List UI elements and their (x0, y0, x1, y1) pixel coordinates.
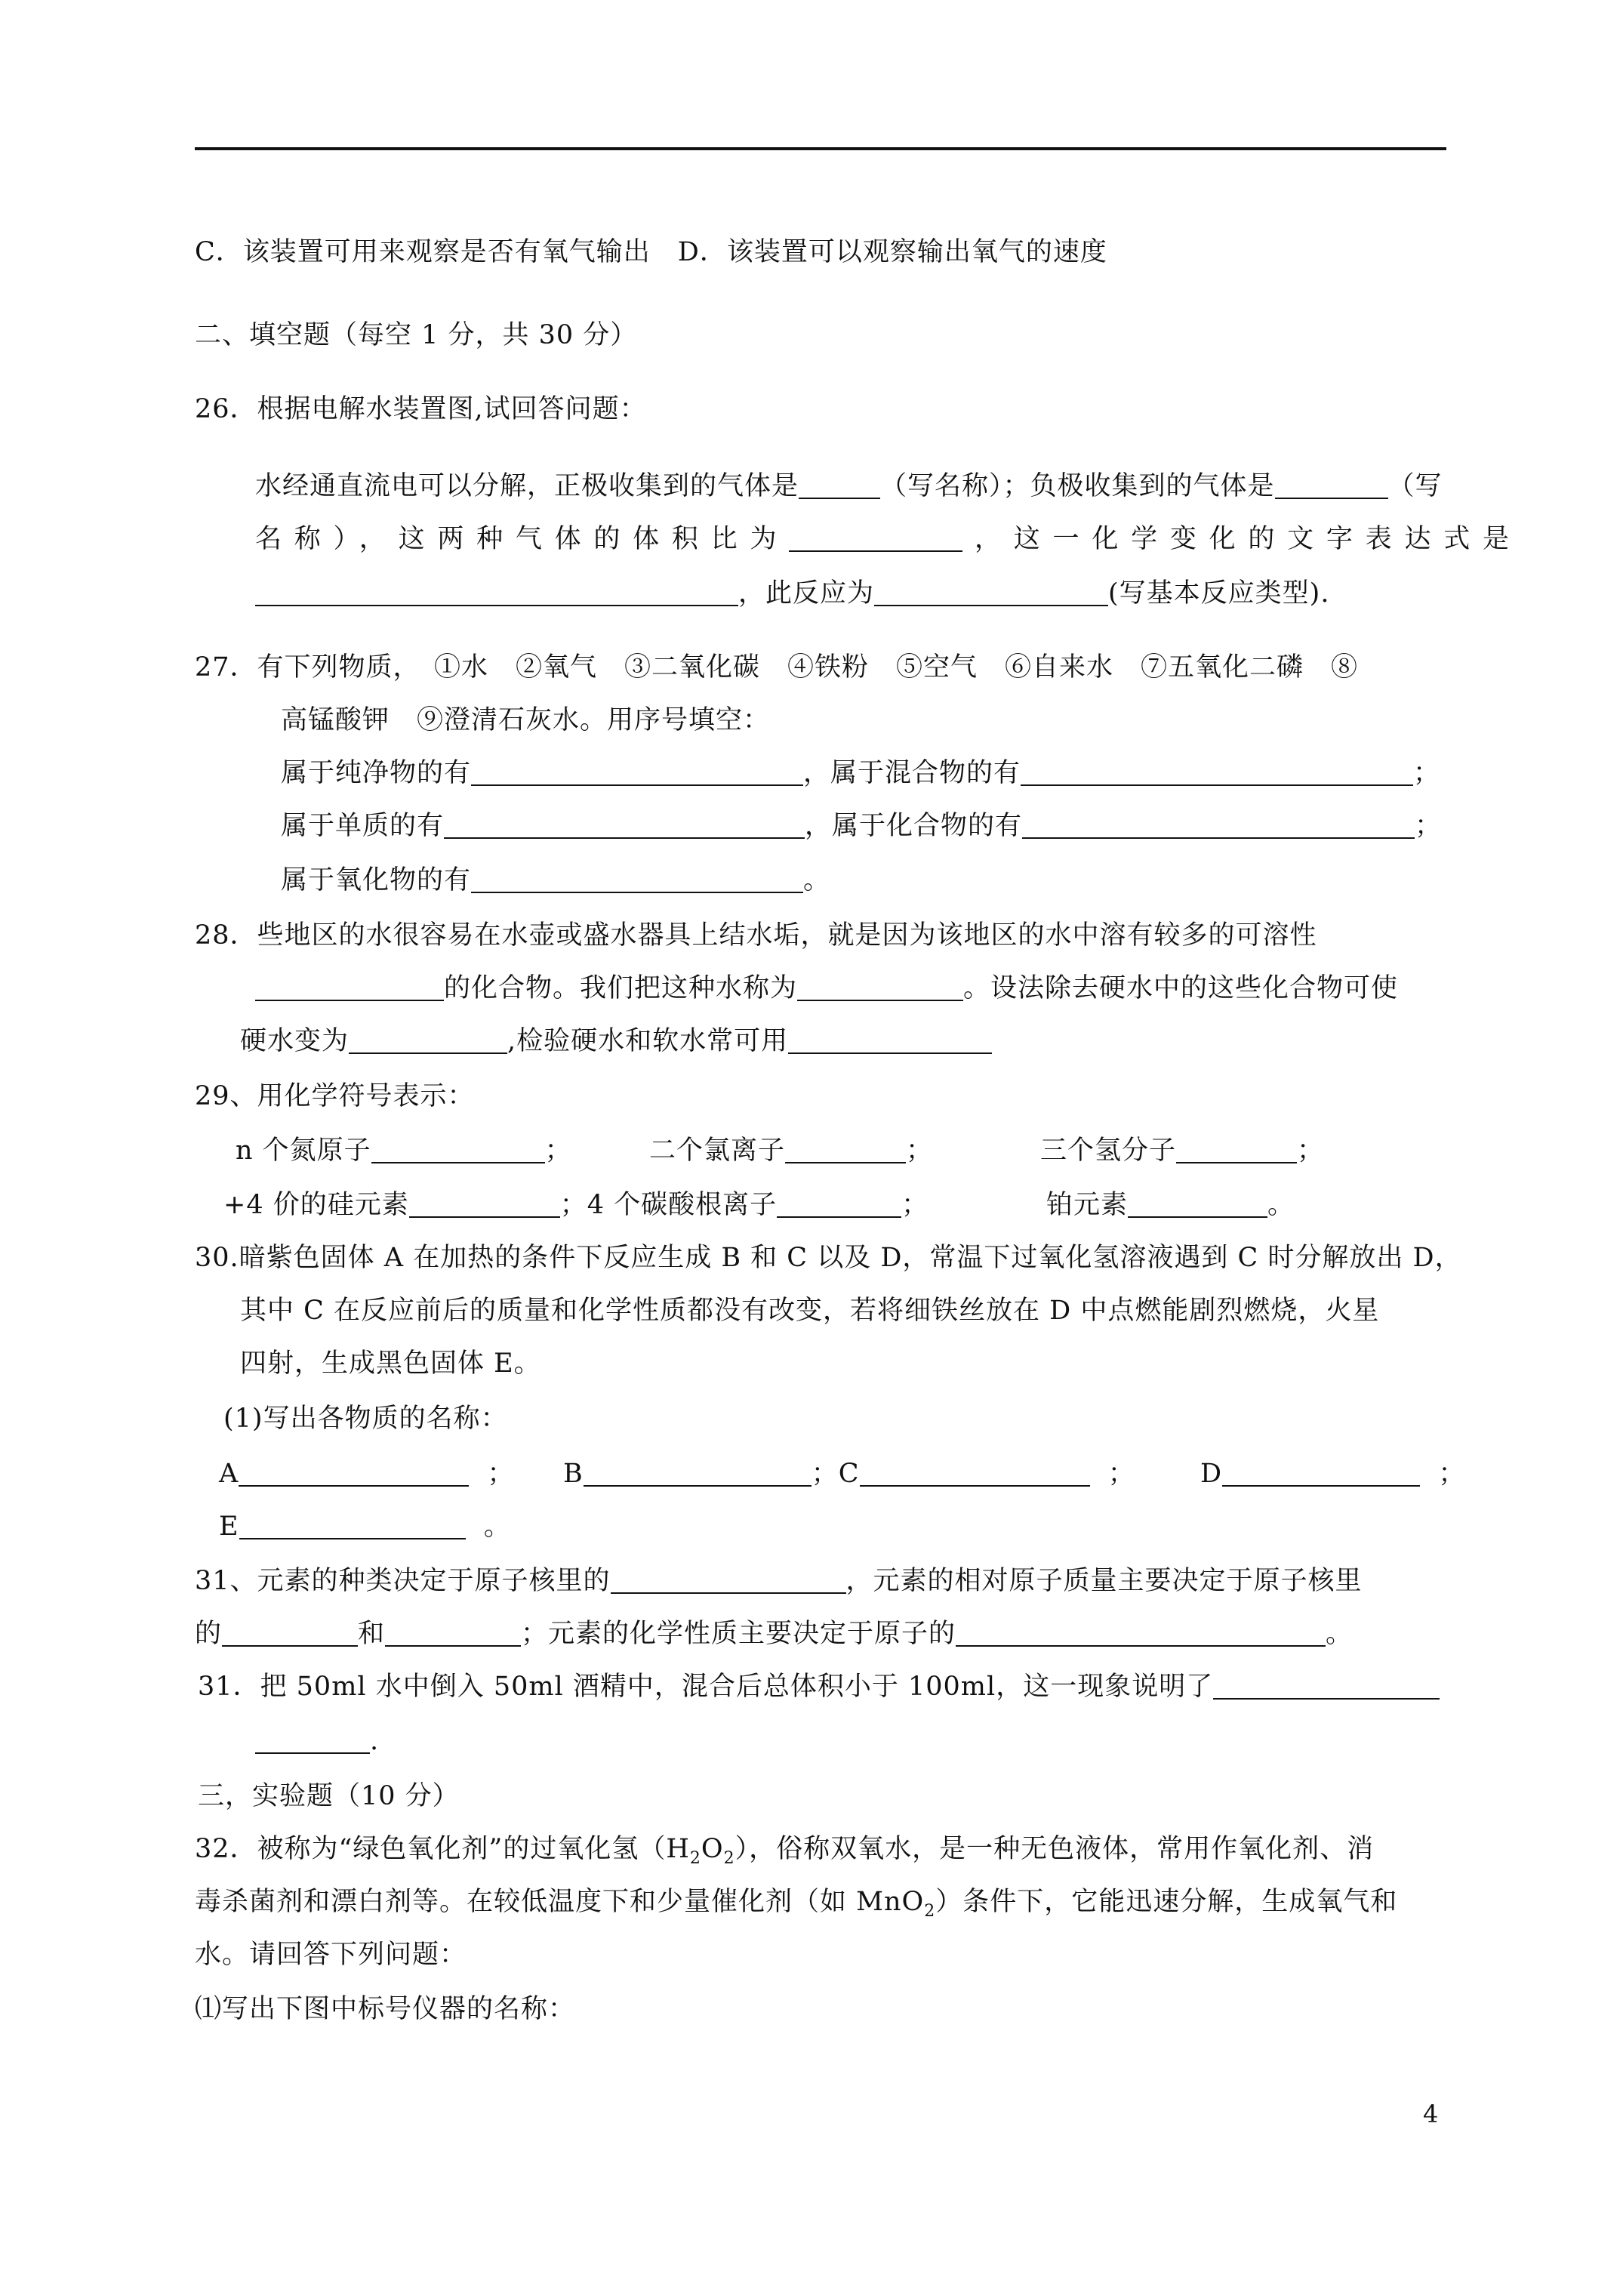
question-31: 31、元素的种类决定于原子核里的 ，元素的相对原子质量主要决定于原子核里 (195, 1566, 1363, 1596)
question-29: 29、用化学符号表示： (195, 1081, 475, 1111)
q32-line-4: ⑴写出下图中标号仪器的名称： (195, 1994, 576, 2024)
answer-blank[interactable] (409, 1189, 560, 1218)
q30-answer-a: A ； (219, 1459, 515, 1489)
q32-line-3: 水。请回答下列问题： (195, 1940, 467, 1970)
answer-blank[interactable] (1128, 1189, 1267, 1218)
question-32: 32．被称为“绿色氧化剂”的过氧化氢$(H_2O_2)$，俗称双氧水，是一种无色液体，常用作氧化剂、消 (195, 1834, 1375, 1868)
answer-blank[interactable] (1213, 1671, 1440, 1700)
answer-blank[interactable] (1275, 470, 1388, 499)
answer-blank[interactable] (471, 757, 803, 786)
answer-blank[interactable] (860, 1458, 1090, 1487)
q27-line-3: 属于纯净物的有 ，属于混合物的有 ； (281, 758, 1441, 788)
answer-blank[interactable] (255, 972, 444, 1001)
answer-blank[interactable] (785, 1135, 906, 1163)
q30-answer-e: E 。 (219, 1512, 511, 1542)
q26-line-3: ，此反应为 (写基本反应类型). (255, 575, 1329, 612)
section-3-heading: 三，实验题（10 分） (198, 1781, 460, 1811)
answer-blank[interactable] (799, 470, 880, 499)
q27-line-4: 属于单质的有 ，属于化合物的有 ； (281, 811, 1443, 841)
question-28: 28．些地区的水很容易在水壶或盛水器具上结水垢，就是因为该地区的水中溶有较多的可溶性 (195, 920, 1317, 951)
answer-blank[interactable] (255, 1725, 370, 1754)
answer-blank[interactable] (1021, 757, 1413, 786)
answer-blank[interactable] (788, 1025, 992, 1054)
q30-line-4: (1)写出各物质的名称： (223, 1404, 508, 1434)
q28-line-2: 的化合物。我们把这种水称为 。设法除去硬水中的这些化合物可使 (255, 970, 1398, 1006)
answer-blank[interactable] (349, 1025, 507, 1054)
q26-line-2: 名称），这两种气体的体积比为 ，这一化学变化的文字表达式是 (255, 524, 1510, 554)
q31b-line-2: . (255, 1723, 379, 1759)
header-rule (195, 147, 1446, 150)
answer-blank[interactable] (1176, 1135, 1297, 1163)
answer-blank[interactable] (444, 810, 805, 839)
q29-line-2c: 三个氢分子 ； (1040, 1136, 1325, 1166)
question-30: 30.暗紫色固体 A 在加热的条件下反应生成 B 和 C 以及 D，常温下过氧化氢溶液遇到 C 时分解放出 D， (195, 1243, 1462, 1273)
q30-line-2: 其中 C 在反应前后的质量和化学性质都没有改变，若将细铁丝放在 D 中点燃能剧烈燃烧，火星 (240, 1296, 1380, 1326)
answer-blank[interactable] (789, 523, 962, 552)
q29-line-3c: 铂元素 。 (1046, 1190, 1295, 1220)
question-31b: 31．把 50ml 水中倒入 50ml 酒精中，混合后总体积小于 100ml，这一现象说明了 (198, 1669, 1440, 1705)
answer-blank[interactable] (584, 1458, 812, 1487)
q27-line-2: 高锰酸钾 ⑨澄清石灰水。用序号填空： (281, 705, 771, 735)
q28-line-3: 硬水变为 ,检验硬水和软水常可用 (240, 1023, 992, 1059)
answer-blank[interactable] (239, 1511, 466, 1539)
q30-line-3: 四射，生成黑色固体 E。 (240, 1348, 541, 1379)
answer-blank[interactable] (471, 864, 803, 893)
question-26: 26．根据电解水装置图,试回答问题： (195, 394, 647, 424)
answer-blank[interactable] (777, 1189, 901, 1218)
q29-line-2: n 个氮原子 ； (236, 1136, 572, 1166)
page-number: 4 (1423, 2100, 1439, 2128)
q27-line-5: 属于氧化物的有 。 (281, 865, 831, 895)
answer-blank[interactable] (239, 1458, 469, 1487)
answer-blank[interactable] (255, 578, 738, 606)
q29-line-2b: 二个氯离子 ； (649, 1136, 934, 1166)
answer-blank[interactable] (797, 972, 963, 1001)
answer-blank[interactable] (1222, 1458, 1420, 1487)
answer-blank[interactable] (956, 1618, 1326, 1647)
section-2-heading: 二、填空题（每空 1 分，共 30 分） (195, 320, 638, 350)
answer-blank[interactable] (385, 1618, 521, 1647)
q26-line-1: 水经通直流电可以分解，正极收集到的气体是 （写名称）；负极收集到的气体是 （写 (255, 471, 1443, 501)
q30-answer-d: D ； (1200, 1459, 1466, 1489)
q29-line-3: +4 价的硅元素 ；4 个碳酸根离子 ； (223, 1190, 929, 1220)
answer-blank[interactable] (874, 578, 1108, 606)
q31-line-2: 的 和 ；元素的化学性质主要决定于原子的 。 (195, 1619, 1354, 1649)
answer-blank[interactable] (222, 1618, 358, 1647)
option-cd-line: C．该装置可用来观察是否有氧气输出 D．该装置可以观察输出氧气的速度 (195, 237, 1107, 267)
answer-blank[interactable] (371, 1135, 545, 1163)
question-27: 27．有下列物质， ①水 ②氧气 ③二氧化碳 ④铁粉 ⑤空气 ⑥自来水 ⑦五氧化二磷 ⑧ (195, 652, 1359, 683)
answer-blank[interactable] (1022, 810, 1415, 839)
q32-line-2: 毒杀菌剂和漂白剂等。在较低温度下和少量催化剂（如 MnO$_2$）条件下，它能迅速分解，生成氧气和 (195, 1887, 1398, 1921)
q30-answer-bc: B ；C ； (563, 1459, 1135, 1489)
answer-blank[interactable] (611, 1565, 846, 1594)
